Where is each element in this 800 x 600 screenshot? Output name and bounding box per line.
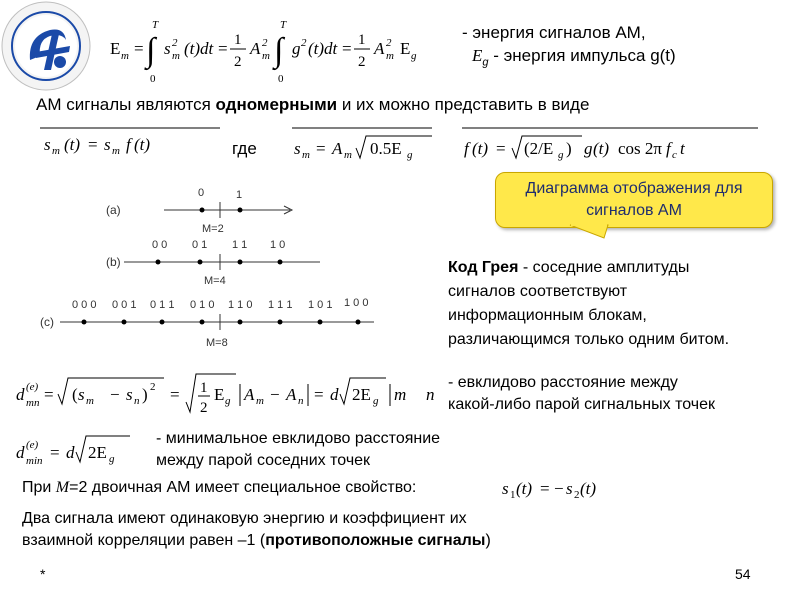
diagram-c-code: 0 0 1 (112, 299, 137, 311)
svg-text:A: A (250, 39, 261, 58)
diagram-c-code: 1 0 1 (308, 299, 333, 311)
svg-text:(t)dt: (t)dt (308, 39, 338, 58)
diagram-b-code: 1 0 (270, 239, 286, 251)
conclusion-line-2 (22, 530, 782, 552)
constellation-diagrams (40, 180, 380, 352)
svg-text:m: m (344, 149, 352, 161)
diagram-c-point (122, 320, 127, 325)
euclid-text (448, 372, 788, 416)
svg-text:E: E (214, 385, 225, 404)
svg-text:f: f (126, 135, 131, 154)
svg-text:A: A (286, 385, 297, 404)
m2-before: При (22, 479, 56, 496)
diagram-a-code: 0 (198, 187, 205, 199)
svg-text:2: 2 (301, 37, 307, 49)
conclusion-line-1: Два сигнала имеют одинаковую энергию и коэффициент их (22, 510, 467, 527)
diagram-a-point (200, 208, 205, 213)
svg-text:2: 2 (234, 54, 242, 70)
diagram-a-point (238, 208, 243, 213)
svg-text:(t): (t) (134, 135, 151, 154)
diagram-c-point (356, 320, 361, 325)
euclid-line-1: - евклидово расстояние между (448, 374, 678, 391)
svg-text:=: = (316, 139, 326, 158)
svg-text:=: = (170, 385, 180, 404)
svg-text:2: 2 (358, 54, 366, 70)
representation-formula-2 (292, 124, 442, 164)
svg-text:): ) (142, 385, 148, 404)
svg-text:m: m (86, 395, 94, 407)
svg-text:s: s (78, 385, 85, 404)
svg-text:m: m (52, 145, 60, 157)
diagram-b-m: M=4 (204, 275, 226, 287)
svg-text:g: g (584, 139, 593, 158)
conclusion-after: ) (485, 532, 491, 549)
svg-text:1: 1 (234, 32, 242, 48)
svg-text:0.5E: 0.5E (370, 139, 402, 158)
dmin-formula (14, 428, 154, 474)
where-label: где (232, 139, 257, 158)
svg-text:(e): (e) (26, 381, 39, 393)
svg-text:T: T (280, 19, 287, 31)
diagram-c-code: 0 0 0 (72, 299, 97, 311)
gray-code-text (448, 256, 788, 352)
svg-text:(: ( (72, 385, 78, 404)
svg-text:s: s (294, 139, 301, 158)
svg-text:E: E (110, 39, 121, 58)
callout-text: Диаграмма отображения для сигналов АМ (525, 180, 743, 219)
svg-text:−: − (554, 479, 564, 498)
svg-text:0: 0 (278, 73, 284, 85)
diagram-b-point (156, 260, 161, 265)
diagram-b-code: 1 1 (232, 239, 248, 251)
energy-line-2 (462, 45, 782, 70)
diagram-c-code: 1 1 1 (268, 299, 293, 311)
energy-line-2-text: - энергия импульса g(t) (488, 45, 676, 65)
diagram-b-code: 0 1 (192, 239, 208, 251)
svg-text:s: s (566, 479, 573, 498)
svg-text:m: m (112, 145, 120, 157)
svg-text:T: T (152, 19, 159, 31)
representation-formula-1 (40, 124, 225, 160)
svg-text:m: m (172, 50, 180, 62)
svg-text:1: 1 (200, 380, 208, 396)
energy-symbol: E (472, 45, 483, 65)
diagram-c-label: (c) (40, 315, 54, 329)
energy-symbol-sub: g (482, 56, 489, 69)
svg-text:s: s (502, 479, 509, 498)
svg-text:(t): (t) (580, 479, 597, 498)
euclid-formula (14, 368, 434, 420)
diagram-a-label: (a) (106, 203, 121, 217)
diagram-c-point (278, 320, 283, 325)
svg-text:−: − (270, 385, 280, 404)
svg-text:=: = (50, 443, 60, 462)
svg-text:1: 1 (510, 489, 516, 501)
svg-text:2: 2 (200, 400, 208, 416)
svg-text:): ) (566, 139, 572, 158)
diagram-b-point (238, 260, 243, 265)
dmin-line-1: - минимальное евклидово расстояние (156, 430, 441, 447)
svg-text:(2/E: (2/E (524, 139, 554, 158)
gray-line-2: сигналов соответствуют (448, 283, 628, 300)
callout-pointer (560, 224, 620, 240)
svg-text:(t)dt: (t)dt (184, 39, 214, 58)
m2-symbol: M (55, 479, 70, 496)
svg-text:2: 2 (262, 37, 268, 49)
svg-text:d: d (16, 443, 25, 462)
conclusion-text (22, 508, 782, 552)
m2-property (22, 477, 416, 499)
energy-formula (110, 14, 430, 86)
svg-text:=: = (496, 139, 506, 158)
svg-text:A: A (332, 139, 343, 158)
svg-text:n: n (298, 395, 304, 407)
svg-text:∫: ∫ (146, 32, 156, 69)
svg-text:(t): (t) (593, 139, 610, 158)
diagram-b-point (198, 260, 203, 265)
svg-text:=: = (134, 39, 144, 58)
svg-text:(t): (t) (516, 479, 533, 498)
svg-text:A: A (374, 39, 385, 58)
svg-text:2E: 2E (88, 443, 107, 462)
dmin-text (156, 428, 516, 472)
svg-text:2: 2 (172, 37, 178, 49)
svg-text:g: g (373, 395, 379, 407)
svg-text:2: 2 (574, 489, 580, 501)
diagram-b-point (278, 260, 283, 265)
diagram-c-code: 0 1 0 (190, 299, 215, 311)
svg-text:mn: mn (26, 397, 40, 409)
svg-text:d: d (66, 443, 75, 462)
diagram-b-label: (b) (106, 255, 121, 269)
page-number: 54 (735, 566, 751, 582)
svg-text:=: = (44, 385, 54, 404)
diagram-c-point (82, 320, 87, 325)
gray-line-1 (448, 256, 788, 280)
svg-text:m: m (394, 385, 407, 404)
gray-line-1-rest: - соседние амплитуды (518, 259, 690, 276)
svg-text:∫: ∫ (274, 32, 284, 69)
svg-text:m: m (386, 50, 394, 62)
conclusion-before: взаимной корреляции равен –1 ( (22, 532, 266, 549)
svg-text:g: g (558, 149, 564, 161)
diagram-a-code: 1 (236, 189, 243, 201)
diagram-c-code: 0 1 1 (150, 299, 175, 311)
svg-text:s: s (164, 39, 171, 58)
svg-text:1: 1 (358, 32, 366, 48)
intro-sentence (36, 94, 756, 117)
svg-text:g: g (109, 453, 115, 465)
dmin-line-2: между парой соседних точек (156, 452, 371, 469)
energy-description (462, 22, 782, 70)
energy-line-1: - энергия сигналов АМ, (462, 23, 646, 42)
svg-text:=: = (218, 39, 228, 58)
svg-text:d: d (330, 385, 339, 404)
svg-text:2: 2 (150, 381, 156, 393)
svg-text:s: s (126, 385, 133, 404)
representation-formula-3 (462, 124, 762, 164)
intro-bold: одномерными (215, 95, 338, 114)
svg-text:g: g (407, 149, 413, 161)
svg-text:2E: 2E (352, 385, 371, 404)
svg-text:m: m (262, 50, 270, 62)
svg-text:=: = (342, 39, 352, 58)
m2-formula (500, 474, 620, 504)
svg-text:n: n (134, 395, 140, 407)
svg-text:(e): (e) (26, 439, 39, 451)
svg-text:(t): (t) (64, 135, 81, 154)
svg-text:−: − (110, 385, 120, 404)
gray-line-4: различающимся только одним битом. (448, 331, 730, 348)
svg-text:=: = (540, 479, 550, 498)
euclid-line-2: какой-либо парой сигнальных точек (448, 396, 716, 413)
footer-star: * (40, 566, 46, 582)
diagram-c-point (318, 320, 323, 325)
gray-line-3: информационным блокам, (448, 307, 647, 324)
svg-text:d: d (16, 385, 25, 404)
university-logo (0, 0, 92, 92)
diagram-a-m: M=2 (202, 223, 224, 235)
svg-text:m: m (302, 149, 310, 161)
svg-text:min: min (26, 455, 43, 467)
diagram-c-point (160, 320, 165, 325)
gray-bold: Код Грея (448, 259, 519, 276)
svg-text:0: 0 (150, 73, 156, 85)
svg-text:(t): (t) (472, 139, 489, 158)
svg-text:g: g (225, 395, 231, 407)
svg-text:s: s (44, 135, 51, 154)
m2-after: =2 двоичная АМ имеет специальное свойство: (69, 479, 417, 496)
diagram-c-code: 1 0 0 (344, 297, 369, 309)
svg-text:=: = (314, 385, 324, 404)
svg-text:n: n (426, 385, 434, 404)
diagram-c-point (200, 320, 205, 325)
svg-text:g: g (292, 39, 301, 58)
svg-text:f: f (464, 139, 469, 158)
svg-text:t: t (680, 139, 685, 158)
diagram-c-point (238, 320, 243, 325)
svg-text:s: s (104, 135, 111, 154)
svg-text:c: c (672, 149, 677, 161)
svg-text:m: m (121, 50, 129, 62)
svg-text:2: 2 (386, 37, 392, 49)
svg-text:=: = (88, 135, 98, 154)
intro-before: АМ сигналы являются (36, 95, 216, 114)
diagram-callout (495, 172, 773, 228)
svg-text:cos 2π: cos 2π (618, 139, 662, 158)
svg-text:g: g (411, 50, 417, 62)
svg-text:m: m (256, 395, 264, 407)
svg-text:E: E (400, 39, 411, 58)
svg-text:f: f (666, 139, 671, 158)
svg-text:A: A (244, 385, 255, 404)
diagram-c-code: 1 1 0 (228, 299, 253, 311)
diagram-c-m: M=8 (206, 337, 228, 349)
intro-after: и их можно представить в виде (337, 95, 590, 114)
diagram-b-code: 0 0 (152, 239, 168, 251)
conclusion-bold: противоположные сигналы (265, 532, 486, 549)
